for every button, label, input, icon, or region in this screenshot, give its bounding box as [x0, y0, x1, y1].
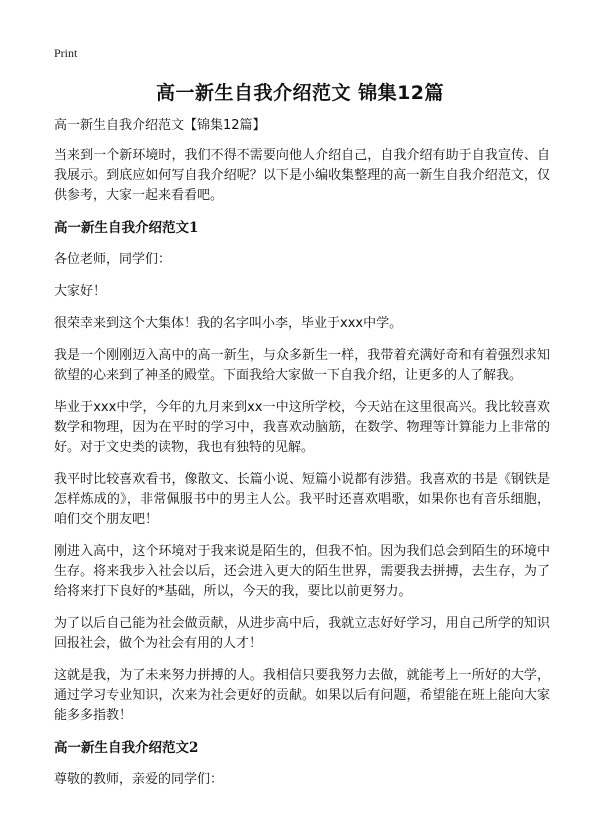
document-subtitle: 高一新生自我介绍范文【锦集12篇】: [54, 118, 266, 133]
intro-paragraph: 当来到一个新环境时，我们不得不需要向他人介绍自己，自我介绍有助于自我宣传、自我展示。到底应如何写自我介绍呢？以下是小编收集整理的高一新生自我介绍范文，仅供参考，大家一起来看看吧。: [54, 148, 550, 203]
paragraph: 刚进入高中，这个环境对于我来说是陌生的，但我不怕。因为我们总会到陌生的环境中生存。将来我步入社会以后，还会进入更大的陌生世界，需要我去拼搏，去生存，为了给将来打下良好的*基础，所以，今天的我，要比以前更努力。: [54, 544, 550, 599]
section-heading: 高一新生自我介绍范文2: [54, 740, 199, 756]
paragraph: 大家好！: [54, 284, 107, 299]
paragraph: 毕业于xxx中学，今年的九月来到xx一中这所学校，今天站在这里很高兴。我比较喜欢数学和物理，因为在平时的学习中，我喜欢动脑筋，在数学、物理等计算能力上非常的好。对于文史类的读物，我也有独特的见解。: [54, 400, 550, 455]
section-heading: 高一新生自我介绍范文1: [54, 220, 199, 236]
paragraph: 各位老师，同学们：: [54, 252, 172, 267]
paragraph: 我是一个刚刚迈入高中的高一新生，与众多新生一样，我带着充满好奇和有着强烈求知欲望的心来到了神圣的殿堂。下面我给大家做一下自我介绍，让更多的人了解我。: [54, 348, 550, 383]
print-label[interactable]: Print: [54, 46, 78, 60]
paragraph: 尊敬的教师，亲爱的同学们：: [54, 772, 224, 787]
paragraph: 为了以后自己能为社会做贡献，从进步高中后，我就立志好好学习，用自己所学的知识回报社会，做个为社会有用的人才！: [54, 616, 550, 651]
page-title: 高一新生自我介绍范文 锦集12篇: [155, 82, 445, 104]
paragraph: 我平时比较喜欢看书，像散文、长篇小说、短篇小说都有涉猎。我喜欢的书是《钢铁是怎样炼成的》，非常佩服书中的男主人公。我平时还喜欢唱歌，如果你也有音乐细胞，咱们交个朋友吧！: [54, 472, 550, 527]
paragraph: 很荣幸来到这个大集体！我的名字叫小李，毕业于xxx中学。: [54, 316, 403, 331]
document-body: [54, 116, 550, 802]
paragraph: 这就是我，为了未来努力拼搏的人。我相信只要我努力去做，就能考上一所好的大学，通过学习专业知识，次来为社会更好的贡献。如果以后有问题，希望能在班上能向大家能多多指教！: [54, 668, 550, 723]
